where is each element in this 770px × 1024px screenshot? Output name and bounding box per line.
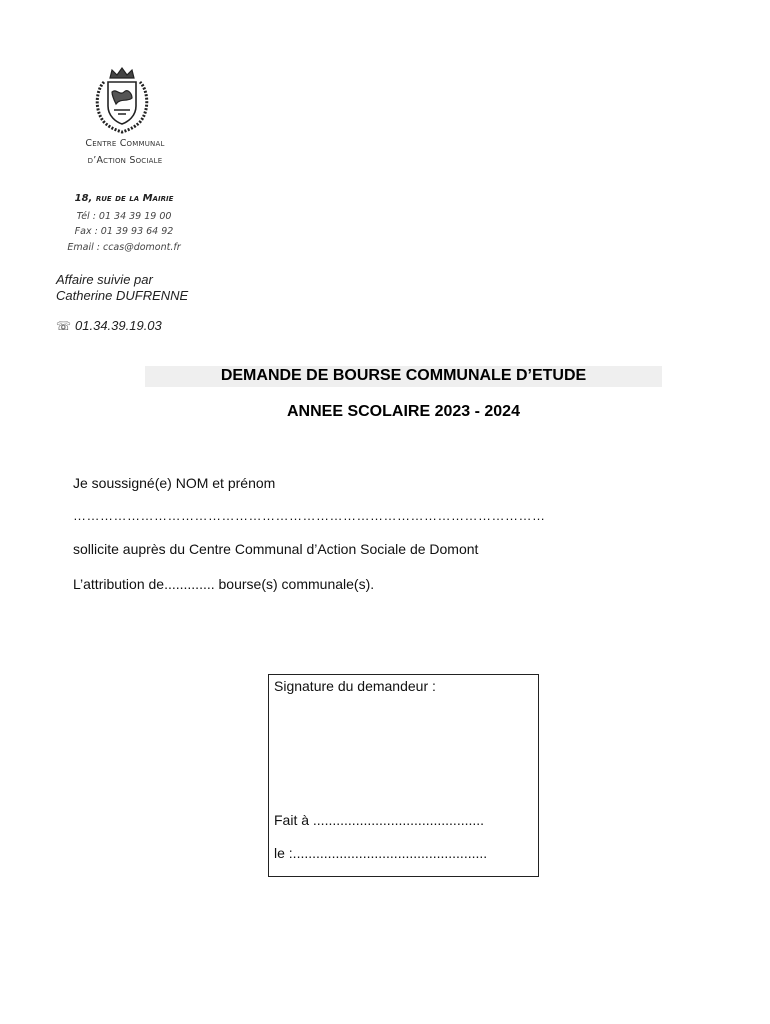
org-name-line1: Centre Communal: [85, 138, 165, 149]
followed-by-name: Catherine DUFRENNE: [56, 288, 189, 303]
applicant-name-label: Je soussigné(e) NOM et prénom: [73, 475, 276, 491]
school-year: ANNEE SCOLAIRE 2023 - 2024: [287, 403, 520, 420]
signature-label: Signature du demandeur :: [274, 678, 436, 694]
contact-phone: [56, 318, 162, 333]
signature-date: le :..................................................: [274, 845, 488, 861]
telephone-icon: ☏: [56, 319, 72, 333]
street-address: 18, rue de la Mairie: [74, 193, 174, 204]
municipal-crest-icon: [90, 66, 154, 134]
document-title: DEMANDE DE BOURSE COMMUNALE D’ETUDE: [220, 367, 587, 384]
fax-number: Fax : 01 39 93 64 92: [74, 226, 174, 237]
request-sentence: sollicite auprès du Centre Communal d’Action Sociale de Domont: [73, 541, 479, 557]
signature-place: Fait à ............................................: [274, 812, 485, 828]
scholarship-count-sentence: L’attribution de............. bourse(s) communale(s).: [73, 576, 375, 592]
org-name-line2: d’Action Sociale: [87, 155, 163, 166]
followed-by-label: Affaire suivie par: [56, 272, 153, 287]
telephone-number: Tél : 01 34 39 19 00: [76, 211, 172, 222]
email-address: Email : ccas@domont.fr: [67, 242, 181, 253]
applicant-name-field: ……………………………………………………………………………………………: [73, 508, 546, 523]
contact-phone-number: 01.34.39.19.03: [75, 318, 162, 333]
